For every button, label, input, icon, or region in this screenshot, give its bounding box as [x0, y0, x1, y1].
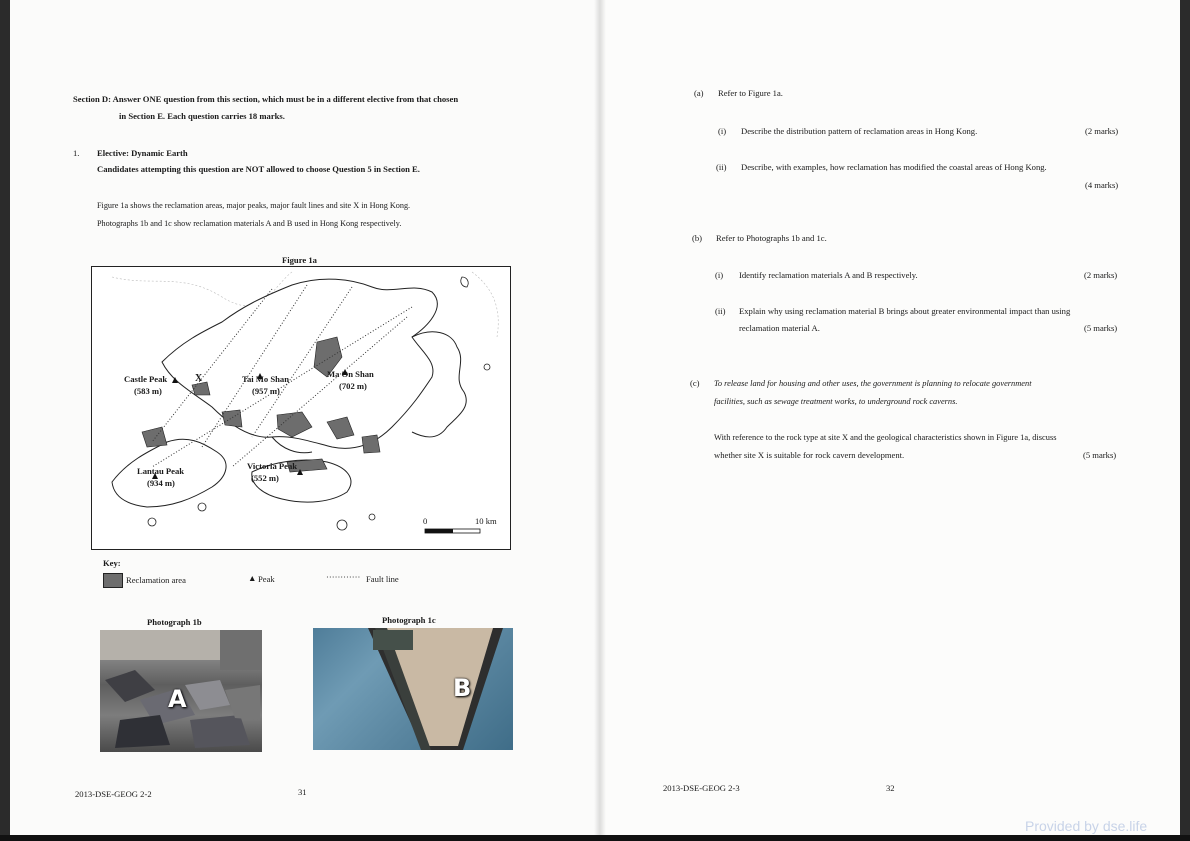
left-footer-code: 2013-DSE-GEOG 2-2 [75, 789, 152, 799]
label-tai-mo-shan-height: (957 m) [252, 386, 280, 396]
scan-edge-left [0, 0, 10, 841]
book-spine-shadow [594, 0, 606, 835]
part-b-ii-text-line1: Explain why using reclamation material B brings about greater environmental impact than using [739, 306, 1071, 316]
part-a-i-marks: (2 marks) [1085, 126, 1119, 136]
part-c-marks: (5 marks) [1083, 450, 1117, 460]
intro-line1: Figure 1a shows the reclamation areas, major peaks, major fault lines and site X in Hong Kong. [97, 201, 411, 210]
label-castle-peak: Castle Peak [124, 374, 168, 384]
part-b-i-label: (i) [715, 270, 724, 280]
photo-1b-title: Photograph 1b [147, 617, 202, 627]
part-c-text-line2: whether site X is suitable for rock cavern development. [714, 450, 905, 460]
key-fault: Fault line [366, 574, 399, 584]
part-a-ii-label: (ii) [716, 162, 727, 172]
figure-1a-map [91, 266, 511, 550]
photograph-1c [313, 628, 513, 750]
label-lantau-peak-height: (934 m) [147, 478, 175, 488]
peak-icon: ▲ [248, 573, 257, 583]
photograph-1b [100, 630, 262, 752]
part-a-text: Refer to Figure 1a. [718, 88, 783, 98]
key-title: Key: [103, 558, 121, 568]
right-footer-code: 2013-DSE-GEOG 2-3 [663, 783, 740, 793]
sand-barge-image [313, 628, 513, 750]
part-b-ii-marks: (5 marks) [1084, 323, 1118, 333]
figure-title: Figure 1a [282, 255, 317, 265]
part-b-i-marks: (2 marks) [1084, 270, 1118, 280]
watermark: Provided by dse.life [1025, 818, 1148, 834]
part-a-ii-marks: (4 marks) [1085, 180, 1119, 190]
part-b-i-text: Identify reclamation materials A and B respectively. [739, 270, 918, 280]
label-castle-peak-height: (583 m) [134, 386, 162, 396]
candidate-note: Candidates attempting this question are NOT allowed to choose Question 5 in Section E. [97, 164, 420, 174]
part-b-text: Refer to Photographs 1b and 1c. [716, 233, 827, 243]
part-c-label: (c) [690, 378, 700, 388]
right-page-number: 32 [886, 783, 895, 793]
section-heading-line2: in Section E. Each question carries 18 marks. [119, 111, 285, 121]
part-b-ii-text-line2: reclamation material A. [739, 323, 820, 333]
label-tai-mo-shan: Tai Mo Shan [242, 374, 289, 384]
key-peak: Peak [258, 574, 275, 584]
photo-1c-title: Photograph 1c [382, 615, 436, 625]
intro-line2: Photographs 1b and 1c show reclamation materials A and B used in Hong Kong respectively. [97, 219, 402, 228]
label-victoria-peak-height: (552 m) [251, 473, 279, 483]
label-ma-on-shan-height: (702 m) [339, 381, 367, 391]
part-c-italic-line2: facilities, such as sewage treatment works, to underground rock caverns. [714, 397, 958, 406]
key-reclamation: Reclamation area [126, 575, 186, 585]
scale-ten-km: 10 km [475, 516, 497, 526]
map-graphic [92, 267, 510, 549]
part-a-i-text: Describe the distribution pattern of reclamation areas in Hong Kong. [741, 126, 978, 136]
fault-line-icon: ············ [326, 572, 361, 582]
photo-1c-letter: B [453, 674, 472, 702]
elective-title: Elective: Dynamic Earth [97, 148, 188, 158]
label-lantau-peak: Lantau Peak [137, 466, 185, 476]
reclamation-swatch [103, 573, 123, 588]
label-site-x: X [195, 373, 203, 384]
left-page-number: 31 [298, 787, 307, 797]
section-heading-line1: Section D: Answer ONE question from this section, which must be in a different elective from that chosen [73, 94, 459, 104]
scale-zero: 0 [423, 516, 428, 526]
photo-1b-letter: A [168, 685, 187, 713]
part-c-italic-line1: To release land for housing and other uses, the government is planning to relocate government [714, 379, 1032, 388]
scan-edge-right [1180, 0, 1190, 841]
scan-bottom-edge [0, 835, 1190, 841]
part-b-ii-label: (ii) [715, 306, 726, 316]
label-ma-on-shan: Ma On Shan [327, 369, 374, 379]
part-b-label: (b) [692, 233, 703, 243]
part-c-text-line1: With reference to the rock type at site X and the geological characteristics shown in Figure 1a, discuss [714, 433, 1057, 442]
question-number: 1. [73, 148, 80, 158]
label-victoria-peak: Victoria Peak [247, 461, 298, 471]
part-a-i-label: (i) [718, 126, 727, 136]
part-a-label: (a) [694, 88, 704, 98]
part-a-ii-text: Describe, with examples, how reclamation has modified the coastal areas of Hong Kong. [741, 162, 1047, 172]
